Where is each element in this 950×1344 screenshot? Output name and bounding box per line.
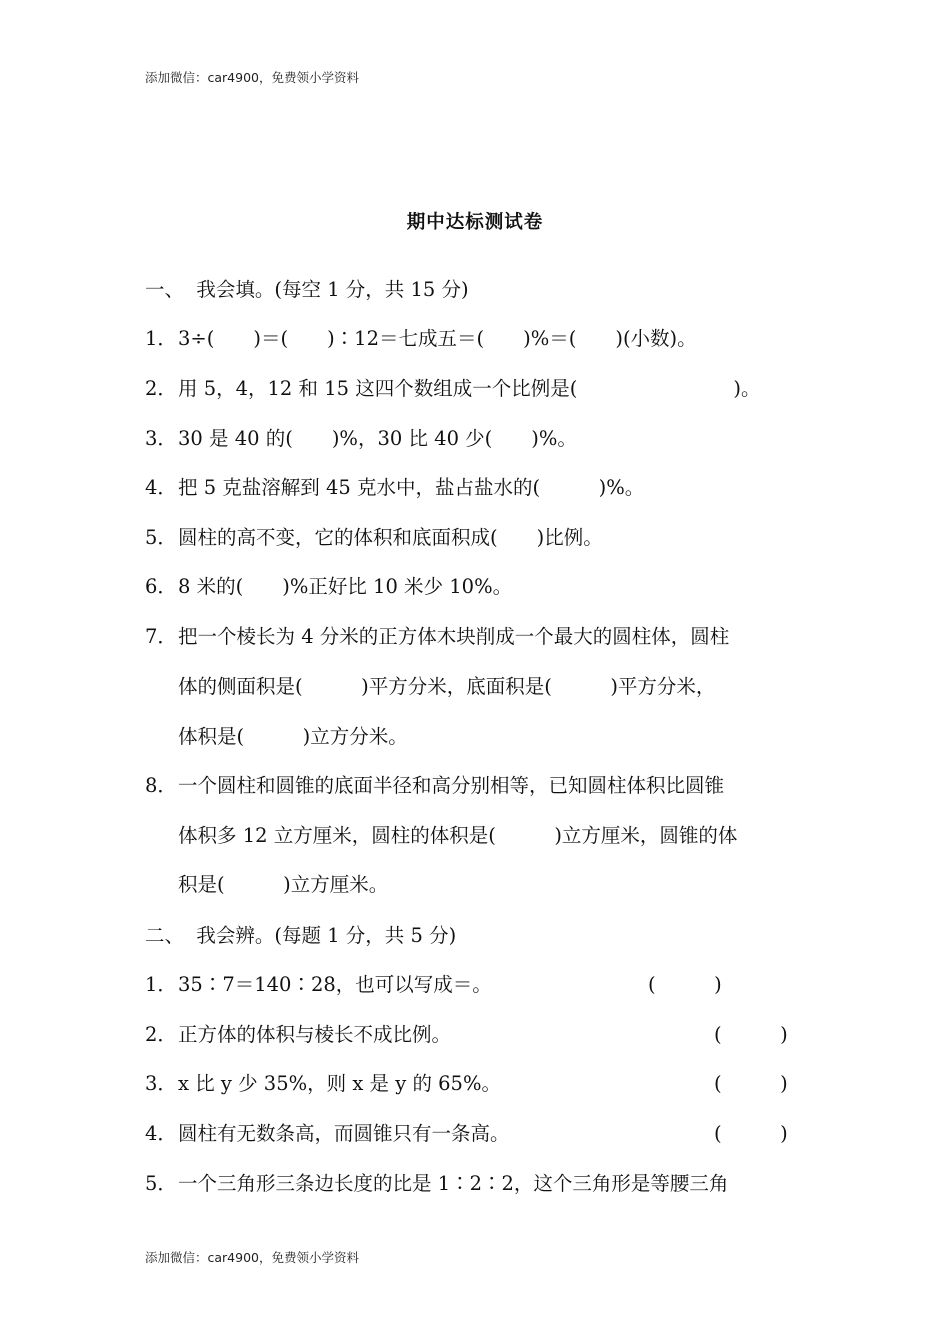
question-1-8: [145, 774, 724, 798]
question-1-8-line-3: 积是( )立方厘米。: [178, 873, 389, 896]
question-text: 正方体的体积与棱长不成比例。: [178, 1023, 452, 1046]
question-2-5: [145, 1172, 728, 1196]
question-number: 2．: [145, 377, 177, 400]
question-text: 把一个棱长为 4 分米的正方体木块削成一个最大的圆柱体，圆柱: [178, 625, 730, 648]
question-1-2: [145, 377, 760, 401]
question-1-6: [145, 575, 512, 599]
question-1-7: [145, 625, 729, 649]
answer-blank: ( ): [648, 973, 722, 996]
page-header: 添加微信：car4900，免费领小学资料: [145, 70, 359, 85]
section-1-heading: 一、 我会填。(每空 1 分，共 15 分): [145, 278, 469, 301]
page-title: 期中达标测试卷: [406, 212, 544, 233]
question-number: 1．: [145, 973, 177, 996]
question-text: 圆柱有无数条高，而圆锥只有一条高。: [178, 1122, 510, 1145]
question-text: 3÷( )＝( )∶12＝七成五＝( )%＝( )(小数)。: [178, 327, 697, 350]
question-2-1: [145, 973, 492, 997]
question-1-4: [145, 476, 644, 500]
section-2-heading: 二、 我会辨。(每题 1 分，共 5 分): [145, 924, 457, 947]
question-number: 4．: [145, 1122, 177, 1145]
question-1-7-line-3: 体积是( )立方分米。: [178, 725, 408, 748]
question-number: 2．: [145, 1023, 177, 1046]
question-number: 4．: [145, 476, 177, 499]
question-number: 5．: [145, 1172, 177, 1195]
question-text: 35∶7＝140∶28，也可以写成＝。: [178, 973, 492, 996]
question-text: 圆柱的高不变，它的体积和底面积成( )比例。: [178, 526, 603, 549]
question-number: 1．: [145, 327, 177, 350]
question-number: 6．: [145, 575, 177, 598]
question-1-3: [145, 427, 577, 451]
question-text: 8 米的( )%正好比 10 米少 10%。: [178, 575, 513, 598]
question-text: x 比 y 少 35%，则 x 是 y 的 65%。: [178, 1072, 501, 1095]
question-text: 一个三角形三条边长度的比是 1∶2∶2，这个三角形是等腰三角: [178, 1172, 729, 1195]
question-number: 3．: [145, 427, 177, 450]
answer-blank: ( ): [714, 1023, 788, 1046]
question-1-1: [145, 327, 697, 351]
question-number: 7．: [145, 625, 177, 648]
question-text: 一个圆柱和圆锥的底面半径和高分别相等，已知圆柱体积比圆锥: [178, 774, 725, 797]
question-number: 8．: [145, 774, 177, 797]
question-2-4: [145, 1122, 510, 1146]
question-1-5: [145, 526, 603, 550]
question-2-3: [145, 1072, 501, 1096]
page-footer: 添加微信：car4900，免费领小学资料: [145, 1250, 359, 1265]
question-2-2: [145, 1023, 451, 1047]
question-1-8-line-2: 体积多 12 立方厘米，圆柱的体积是( )立方厘米，圆锥的体: [178, 824, 738, 847]
question-text: 用 5，4，12 和 15 这四个数组成一个比例是( )。: [178, 377, 761, 400]
question-1-7-line-2: 体的侧面积是( )平方分米，底面积是( )平方分米，: [178, 675, 716, 698]
question-number: 5．: [145, 526, 177, 549]
answer-blank: ( ): [714, 1072, 788, 1095]
question-text: 30 是 40 的( )%，30 比 40 少( )%。: [178, 427, 577, 450]
question-number: 3．: [145, 1072, 177, 1095]
question-text: 把 5 克盐溶解到 45 克水中，盐占盐水的( )%。: [178, 476, 645, 499]
answer-blank: ( ): [714, 1122, 788, 1145]
